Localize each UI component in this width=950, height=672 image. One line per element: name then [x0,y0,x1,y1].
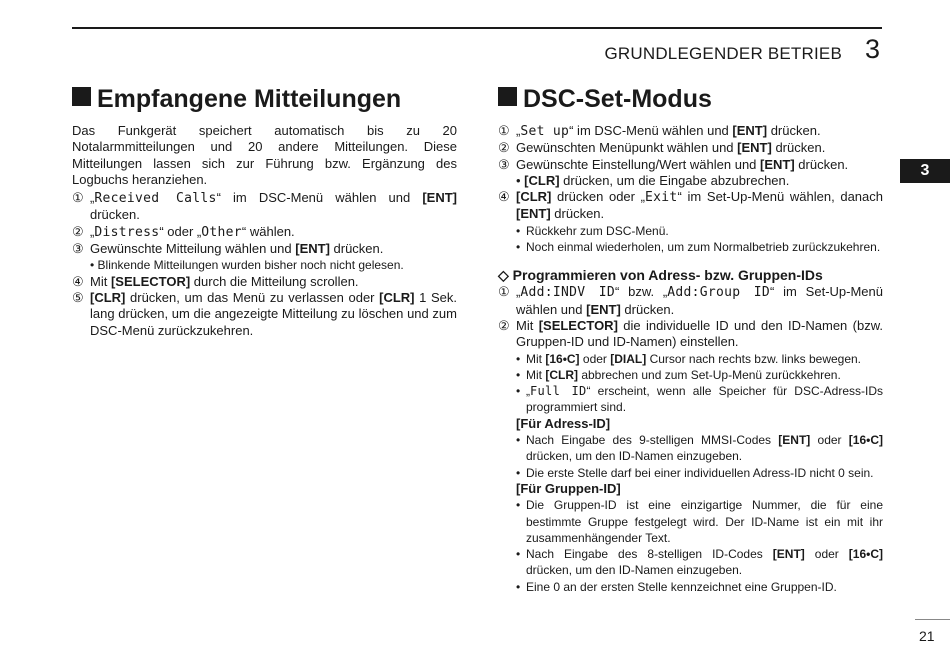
key-label: [SELECTOR] [538,317,618,333]
right-step-3: ③ Gewünschte Einstellung/Wert wählen und [ENT] drücken. [498,156,849,172]
group-note-2: • Nach Eingabe des 8-stelligen ID-Codes [ENT] oder [16•C] drücken, um den ID-Namen einzugeben. [516,547,884,578]
key-label: [16•C] [545,351,580,366]
key-label: [16•C] [848,547,884,562]
sub-note-3: • „Full ID“ erscheint, wenn alle Speicher für DSC-Adress-IDs programmiert sind. [516,384,883,415]
key-label: [ENT] [772,547,805,562]
left-step-2: ② „Distress“ oder „Other“ wählen. [72,223,295,240]
key-label: [ENT] [422,190,457,206]
lcd-text: Set up [520,124,570,139]
left-step-3: ③ Gewünschte Mitteilung wählen und [ENT] drücken. [72,241,384,257]
sub-note-1: • Mit [16•C] oder [DIAL] Cursor nach rechts bzw. links bewegen. [516,351,862,366]
section-header-title: GRUNDLEGENDER BETRIEB [604,44,842,63]
right-step-4-note-2: • Noch einmal wiederholen, um zum Normalbetrieb zurückzukehren. [516,240,881,255]
key-label: [ENT] [586,301,621,317]
header-rule [72,27,882,29]
lcd-text: Full ID [530,384,587,399]
key-label: [ENT] [295,241,330,257]
key-label: [DIAL] [610,351,647,366]
right-column [498,84,883,595]
group-id-label: [Für Gruppen-ID] [516,480,621,496]
address-note-1: • Nach Eingabe des 9-stelligen MMSI-Codes [ENT] oder [16•C] drücken, um den ID-Namen einzugeben. [516,433,884,464]
key-label: [ENT] [516,206,551,222]
right-step-1: ① „Set up“ im DSC-Menü wählen und [ENT] drücken. [498,123,821,139]
group-note-3: • Eine 0 an der ersten Stelle kennzeichnet eine Gruppen-ID. [516,579,837,594]
left-step-5: ⑤ [CLR] drücken, um das Menü zu verlassen oder [CLR] 1 Sek. lang drücken, um die angezeigte Mitteilung zu löschen und zum DSC-Menü zurückzukehren. [72,289,457,338]
chapter-number: 3 [865,34,881,64]
key-label: [ENT] [737,140,772,156]
key-label: [CLR] [545,367,578,382]
sub-step-2: ② Mit [SELECTOR] die individuelle ID und den ID-Namen (bzw. Gruppen-ID und ID-Namen) einstellen. [498,317,883,350]
key-label: [ENT] [760,156,795,172]
left-step-1: ① „Received Calls“ im DSC-Menü wählen und [ENT] drücken. [72,190,457,223]
right-step-3-note: • [CLR] drücken, um die Eingabe abzubrechen. [516,172,790,188]
page-number: 21 [919,628,935,644]
key-label: [ENT] [778,433,811,448]
lcd-text: Received Calls [94,191,217,207]
chapter-tab: 3 [900,159,950,183]
lcd-text: Distress [94,224,160,240]
footer-rule [915,619,950,620]
lcd-text: Exit [645,190,678,206]
left-step-3-note: • Blinkende Mitteilungen wurden bisher noch nicht gelesen. [90,258,404,273]
address-note-2: • Die erste Stelle darf bei einer individuellen Adress-ID nicht 0 sein. [516,465,874,480]
key-label: [CLR] [90,289,126,305]
lcd-text: Add:Group ID [667,285,770,301]
right-step-4: ④ [CLR] drücken oder „Exit“ im Set-Up-Menü wählen, danach [ENT] drücken. [498,189,883,222]
right-step-2: ② Gewünschten Menüpunkt wählen und [ENT] drücken. [498,140,826,156]
key-label: [CLR] [516,189,552,205]
key-label: [ENT] [732,123,768,138]
key-label: [16•C] [848,433,884,448]
dsc-set-mode-heading: DSC-Set-Modus [498,84,883,114]
intro-paragraph: Das Funkgerät speichert automatisch bis zu 20 Notalarmmitteilungen und 20 andere Mitteilungen. Diese Mitteilungen lassen sich zur Führung bzw. Ergänzung des Logbuchs heranziehen. [72,123,457,187]
key-label: [SELECTOR] [110,273,191,289]
group-note-1: • Die Gruppen-ID ist eine einzigartige Nummer, die für eine bestimmte Gruppe festgelegt wird. Der ID-Name ist ein mit ihr zusammenhängender Text. [516,498,883,545]
left-column [72,84,457,339]
lcd-text: Add:INDV ID [520,285,615,301]
left-step-4: ④ Mit [SELECTOR] durch die Mitteilung scrollen. [72,273,359,289]
key-label: [CLR] [524,172,560,188]
square-bullet-icon [72,87,91,106]
right-step-4-note-1: • Rückkehr zum DSC-Menü. [516,223,669,238]
sub-note-2: • Mit [CLR] abbrechen und zum Set-Up-Menü zurückkehren. [516,367,841,382]
received-messages-heading: Empfangene Mitteilungen [72,84,457,114]
address-id-label: [Für Adress-ID] [516,415,611,431]
square-bullet-icon [498,87,517,106]
lcd-text: Other [201,224,242,240]
subsection-title: ◇ Programmieren von Adress- bzw. Gruppen-IDs [498,267,823,284]
sub-step-1: ① „Add:INDV ID“ bzw. „Add:Group ID“ im Set-Up-Menü wählen und [ENT] drücken. [498,284,883,317]
key-label: [CLR] [379,289,415,305]
